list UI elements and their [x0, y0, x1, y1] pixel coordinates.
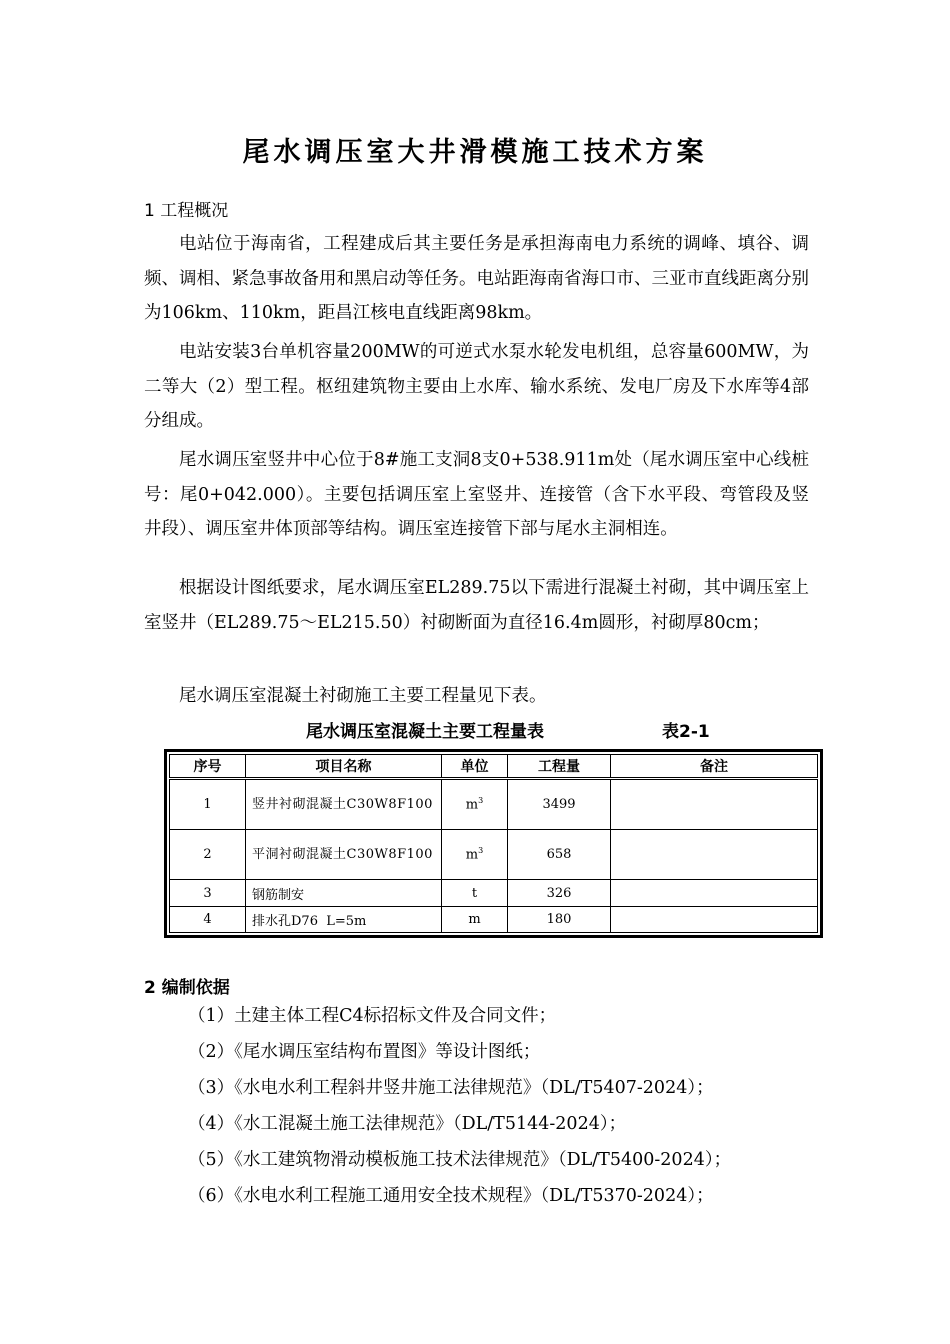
- unit-text: m: [465, 797, 479, 813]
- reference-item: （3）《水电水利工程斜井竖井施工法律规范》（DL/T5407-2024）；: [188, 1078, 714, 1098]
- table-row: [170, 880, 818, 906]
- cell-name: 平洞衬砌混凝土C30W8F100: [246, 829, 442, 880]
- reference-item: （2）《尾水调压室结构布置图》等设计图纸；: [188, 1042, 541, 1062]
- table-number: 表2-1: [662, 722, 710, 742]
- cell-name: 排水孔D76 L=5m: [246, 906, 442, 932]
- cell-qty: 3499: [508, 779, 611, 830]
- quantity-table: [164, 749, 823, 938]
- cell-name: 竖井衬砌混凝土C30W8F100: [246, 779, 442, 830]
- paragraph-lining: 根据设计图纸要求，尾水调压室EL289.75以下需进行混凝土衬砌，其中调压室上室竖井（EL289.75～EL215.50）衬砌断面为直径16.4m圆形，衬砌厚80cm；: [144, 578, 809, 633]
- cell-unit: t: [442, 880, 508, 906]
- cell-qty: 180: [508, 906, 611, 932]
- header-name: 项目名称: [246, 755, 442, 779]
- unit-text: m: [465, 847, 479, 863]
- paragraph-surge-shaft: 尾水调压室竖井中心位于8#施工支洞8支0+538.911m处（尾水调压室中心线桩号：尾0+042.000）。主要包括调压室上室竖井、连接管（含下水平段、弯管段及竖井段）、调压室井体顶部等结构。调压室连接管下部与尾水主洞相连。: [144, 450, 809, 539]
- header-qty: 工程量: [508, 755, 611, 779]
- cell-no: 4: [170, 906, 246, 932]
- cell-no: 3: [170, 880, 246, 906]
- unit-superscript: 3: [478, 796, 484, 806]
- section-2-heading: 2 编制依据: [144, 978, 230, 998]
- cell-no: 2: [170, 829, 246, 880]
- cell-no: 1: [170, 779, 246, 830]
- cell-unit: [442, 829, 508, 880]
- cell-note: [611, 779, 818, 830]
- table-row: [170, 829, 818, 880]
- document-title: 尾水调压室大井滑模施工技术方案: [242, 137, 708, 168]
- cell-qty: 326: [508, 880, 611, 906]
- cell-note: [611, 880, 818, 906]
- paragraph-table-intro: 尾水调压室混凝土衬砌施工主要工程量见下表。: [179, 686, 547, 706]
- reference-item: （4）《水工混凝土施工法律规范》（DL/T5144-2024）；: [188, 1114, 627, 1134]
- section-1-heading: 1 工程概况: [144, 201, 229, 221]
- cell-note: [611, 906, 818, 932]
- cell-qty: 658: [508, 829, 611, 880]
- table-row: [170, 906, 818, 932]
- table-row: [170, 779, 818, 830]
- cell-unit: [442, 779, 508, 830]
- reference-item: （1）土建主体工程C4标招标文件及合同文件；: [188, 1006, 557, 1026]
- paragraph-location: 电站位于海南省，工程建成后其主要任务是承担海南电力系统的调峰、填谷、调频、调相、紧急事故备用和黑启动等任务。电站距海南省海口市、三亚市直线距离分别为106km、110km，距昌江核电直线距离98km。: [144, 234, 809, 323]
- reference-item: （6）《水电水利工程施工通用安全技术规程》（DL/T5370-2024）；: [188, 1186, 714, 1206]
- cell-name: 钢筋制安: [246, 880, 442, 906]
- paragraph-capacity: 电站安装3台单机容量200MW的可逆式水泵水轮发电机组，总容量600MW，为二等大（2）型工程。枢纽建筑物主要由上水库、输水系统、发电厂房及下水库等4部分组成。: [144, 342, 809, 431]
- header-no: 序号: [170, 755, 246, 779]
- header-unit: 单位: [442, 755, 508, 779]
- table-caption: 尾水调压室混凝土主要工程量表: [306, 722, 544, 742]
- unit-superscript: 3: [478, 846, 484, 856]
- table-header-row: [170, 755, 818, 779]
- cell-unit: m: [442, 906, 508, 932]
- reference-item: （5）《水工建筑物滑动模板施工技术法律规范》（DL/T5400-2024）；: [188, 1150, 732, 1170]
- cell-note: [611, 829, 818, 880]
- header-note: 备注: [611, 755, 818, 779]
